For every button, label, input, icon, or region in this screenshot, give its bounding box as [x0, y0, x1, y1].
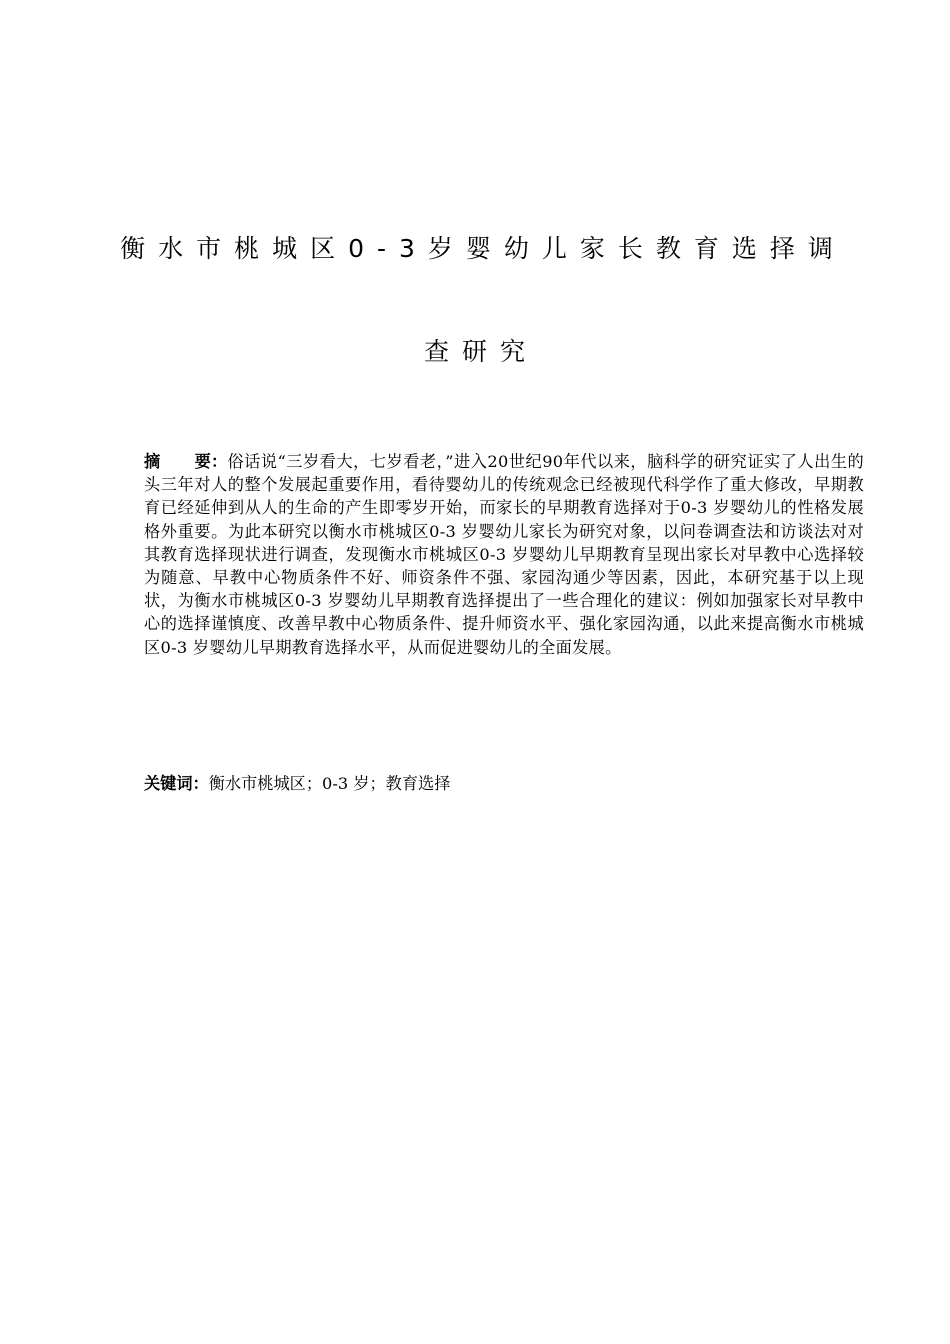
keywords-label: 关键词： — [144, 774, 209, 793]
abstract-body-text: 俗话说“三岁看大，七岁看老，”进入20世纪90年代以来，脑科学的研究证实了人出生的头三年对人的整个发展起重要作用，看待婴幼儿的传统观念已经被现代科学作了重大修改，早期教育已经延伸到从人的生命的产生即零岁开始，而家长的早期教育选择对于0-3 岁婴幼儿的性格发展格外重要。为此本研究以衡水市桃城区0-3 岁婴幼儿家长为研究对象，以问卷调查法和访谈法对对其教育选择现状进行调查，发现衡水市桃城区0-3 岁婴幼儿早期教育呈现出家长对早教中心选择较为随意、早教中心物质条件不好、师资条件不强、家园沟通少等因素，因此，本研究基于以上现状，为衡水市桃城区0-3 岁婴幼儿早期教育选择提出了一些合理化的建议：例如加强家长对早教中心的选择谨慎度、改善早教中心物质条件、提升师资水平、强化家园沟通，以此来提高衡水市桃城区0-3 岁婴幼儿早期教育选择水平，从而促进婴幼儿的全面发展。 — [144, 452, 865, 657]
paper-title-line-2: 查研究 — [423, 337, 538, 366]
keywords-line — [144, 772, 450, 795]
abstract-paragraph — [144, 450, 864, 659]
abstract-label-second-char: 要： — [194, 452, 228, 471]
abstract-label-first-char: 摘 — [144, 452, 161, 471]
paper-title-line-1: 衡水市桃城区0-3岁婴幼儿家长教育选择调 — [120, 234, 846, 263]
keywords-text: 衡水市桃城区；0-3 岁；教育选择 — [208, 774, 451, 793]
